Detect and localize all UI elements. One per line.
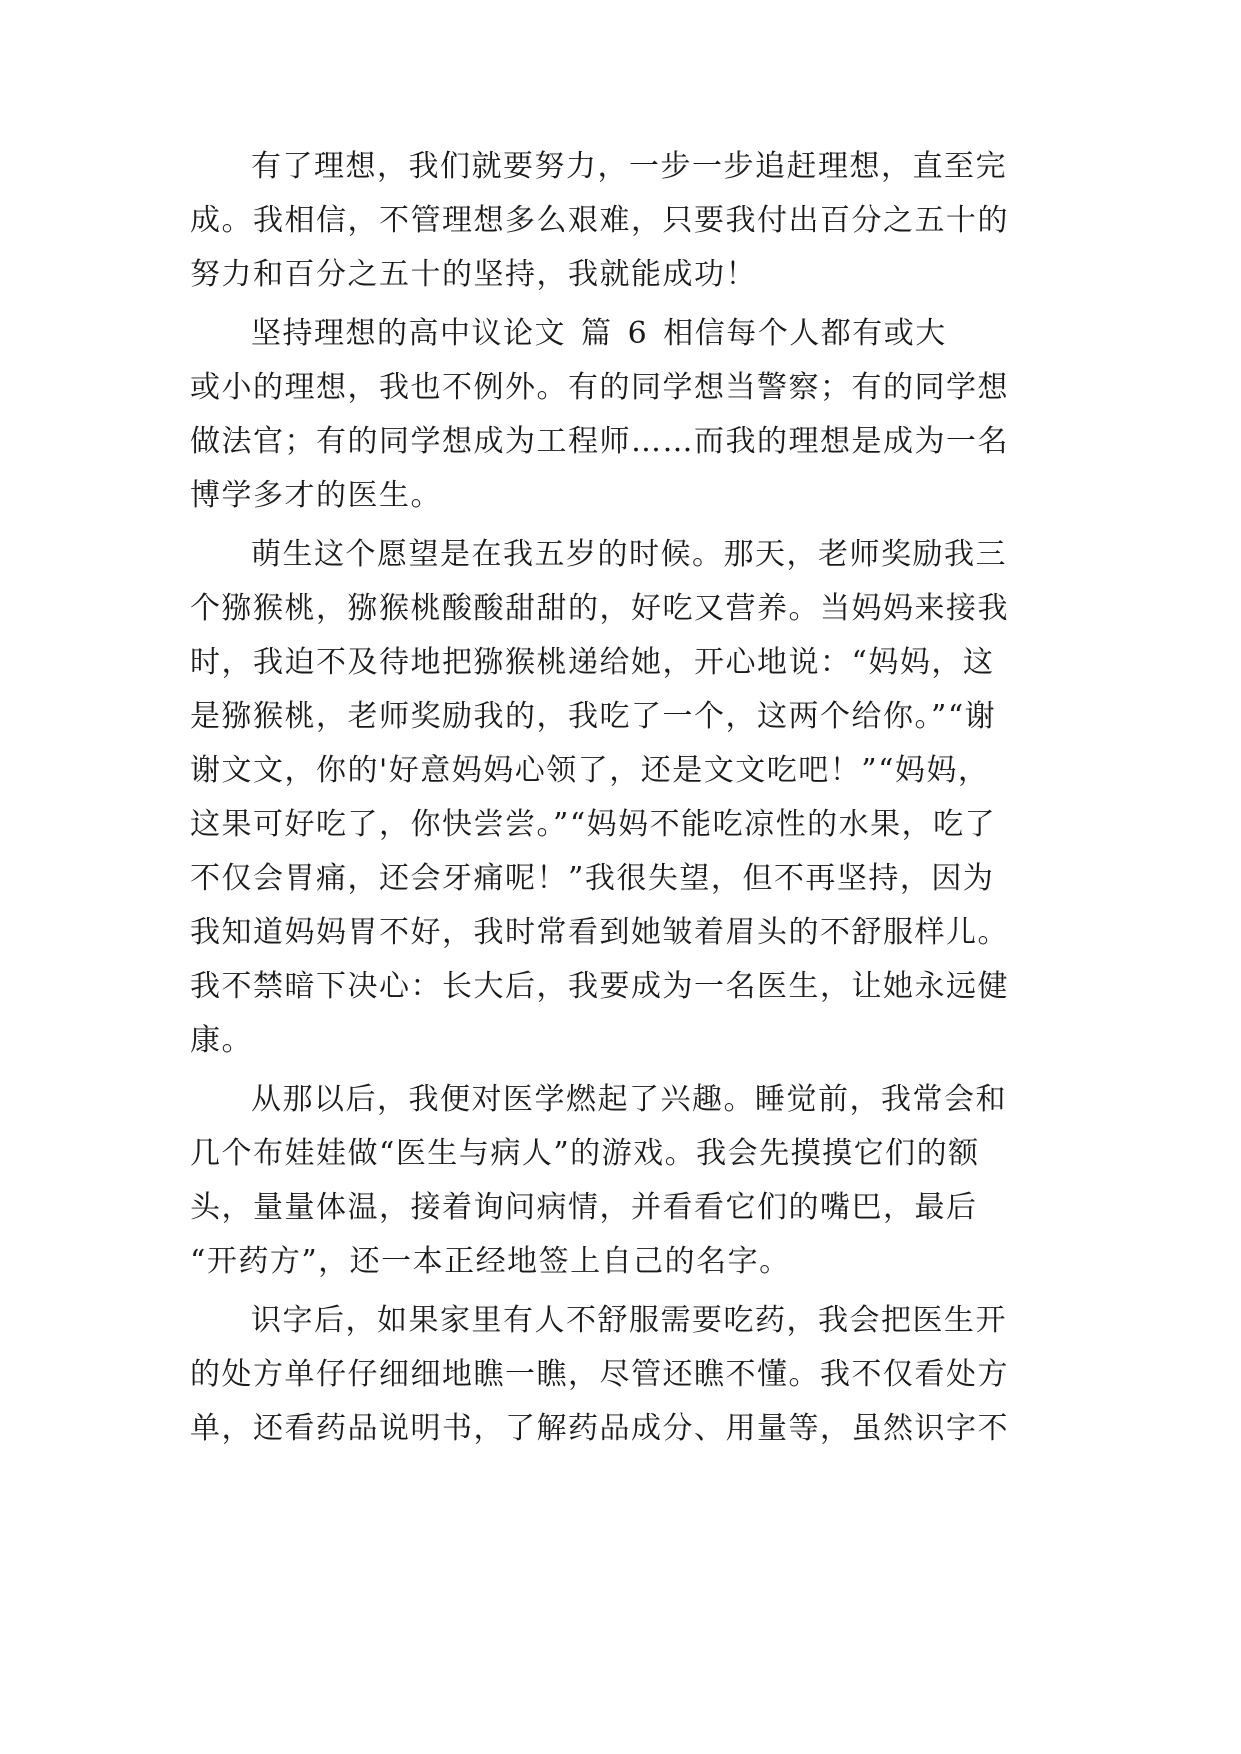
text-line: 单，还看药品说明书，了解药品成分、用量等，虽然识字不 [190,1411,1009,1446]
text-line: 不仅会胃痛，还会牙痛呢！”我很失望，但不再坚持，因为 [190,861,995,896]
text-line: 识字后，如果家里有人不舒服需要吃药，我会把医生开 [251,1303,1007,1338]
text-line: 谢文文，你的'好意妈妈心领了，还是文文吃吧！”“妈妈， [190,753,990,788]
text-line: 萌生这个愿望是在我五岁的时候。那天，老师奖励我三 [251,537,1007,572]
text-line: 或小的理想，我也不例外。有的同学想当警察；有的同学想 [190,370,1009,405]
text-line: 这果可好吃了，你快尝尝。”“妈妈不能吃凉性的水果，吃了 [190,807,997,842]
text-line: 我知道妈妈胃不好，我时常看到她皱着眉头的不舒服样儿。 [190,915,1009,950]
text-line: 是猕猴桃，老师奖励我的，我吃了一个，这两个给你。”“谢 [190,699,997,734]
text-line: 个猕猴桃，猕猴桃酸酸甜甜的，好吃又营养。当妈妈来接我 [190,591,1009,626]
text-line: 做法官；有的同学想成为工程师……而我的理想是成为一名 [190,424,1009,459]
text-line: 从那以后，我便对医学燃起了兴趣。睡觉前，我常会和 [251,1082,1007,1117]
text-line: 成。我相信，不管理想多么艰难，只要我付出百分之五十的 [190,203,1009,238]
text-line: 的处方单仔仔细细地瞧一瞧，尽管还瞧不懂。我不仅看处方 [190,1357,1009,1392]
text-line: 博学多才的医生。 [190,478,442,513]
text-line: 几个布娃娃做“医生与病人”的游戏。我会先摸摸它们的额 [190,1136,980,1171]
text-line: 有了理想，我们就要努力，一步一步追赶理想，直至完 [251,149,1007,184]
section-heading-line: 坚持理想的高中议论文 篇 6 相信每个人都有或大 [251,316,947,351]
text-line: 头，量量体温，接着询问病情，并看看它们的嘴巴，最后 [190,1190,978,1225]
text-line: 康。 [190,1023,253,1058]
text-line: 我不禁暗下决心：长大后，我要成为一名医生，让她永远健 [190,969,1009,1004]
text-line: 努力和百分之五十的坚持，我就能成功！ [190,257,757,292]
text-line: “开药方”，还一本正经地签上自己的名字。 [190,1244,791,1279]
text-line: 时，我迫不及待地把猕猴桃递给她，开心地说：“妈妈，这 [190,645,995,680]
